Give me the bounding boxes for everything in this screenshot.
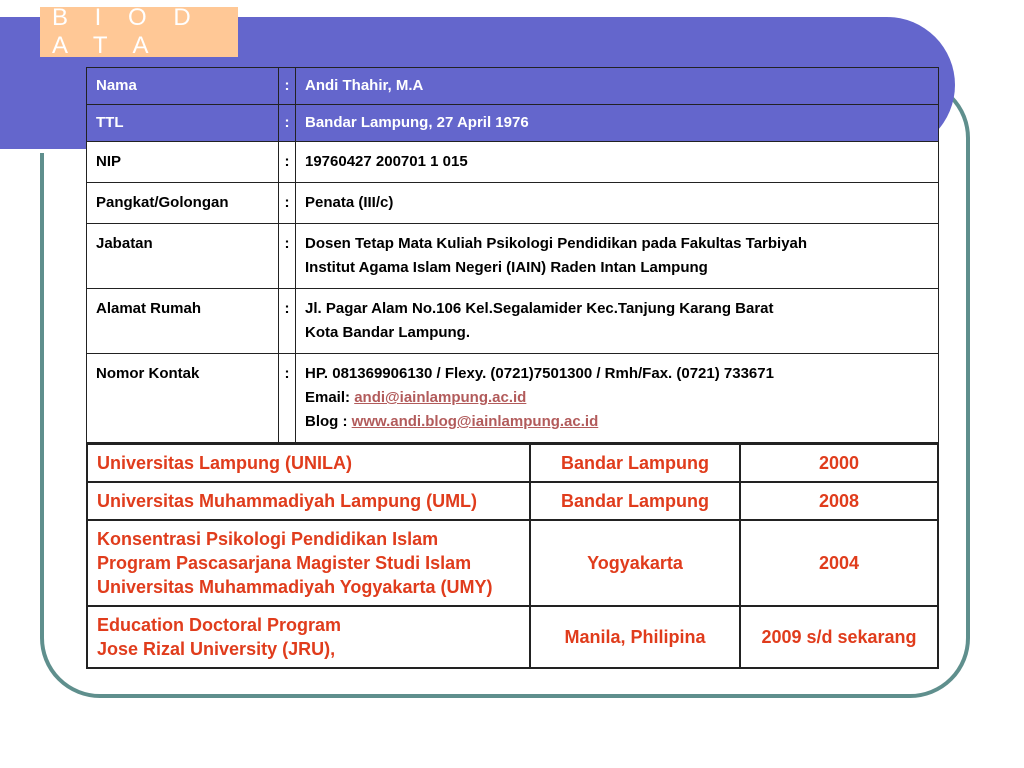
row-colon: : bbox=[279, 183, 296, 224]
table-row bbox=[87, 68, 939, 105]
row-value bbox=[296, 142, 939, 183]
table-row bbox=[87, 105, 939, 142]
row-colon: : bbox=[279, 289, 296, 354]
row-value bbox=[296, 183, 939, 224]
table-row bbox=[87, 520, 938, 606]
place-cell: Bandar Lampung bbox=[530, 482, 740, 520]
table-row bbox=[87, 183, 939, 224]
institution-cell bbox=[87, 444, 530, 482]
title-box bbox=[40, 4, 238, 59]
institution-line: Konsentrasi Psikologi Pendidikan Islam bbox=[97, 529, 439, 549]
row-value bbox=[296, 224, 939, 289]
slide-title: B I O D A T A bbox=[52, 4, 201, 59]
table-row bbox=[87, 354, 939, 443]
row-label: Jabatan bbox=[87, 224, 279, 289]
row-value bbox=[296, 289, 939, 354]
institution-line: Education Doctoral Program bbox=[97, 615, 342, 635]
place-cell: Bandar Lampung bbox=[530, 444, 740, 482]
value-line: Jl. Pagar Alam No.106 Kel.Segalamider Kec.Tanjung Karang Barat bbox=[305, 300, 774, 317]
row-label: Pangkat/Golongan bbox=[87, 183, 279, 224]
value-line: Institut Agama Islam Negeri (IAIN) Raden Intan Lampung bbox=[305, 259, 708, 276]
value-line: Andi Thahir, M.A bbox=[305, 77, 424, 94]
value-line: 19760427 200701 1 015 bbox=[305, 153, 468, 170]
place-cell: Manila, Philipina bbox=[530, 606, 740, 668]
value-line: Bandar Lampung, 27 April 1976 bbox=[305, 114, 529, 131]
row-label: TTL bbox=[87, 105, 279, 142]
place-cell: Yogyakarta bbox=[530, 520, 740, 606]
institution-line: Jose Rizal University (JRU), bbox=[97, 639, 336, 659]
row-label: NIP bbox=[87, 142, 279, 183]
value-line: Dosen Tetap Mata Kuliah Psikologi Pendidikan pada Fakultas Tarbiyah bbox=[305, 235, 808, 252]
year-cell: 2009 s/d sekarang bbox=[740, 606, 938, 668]
institution-cell bbox=[87, 482, 530, 520]
row-colon: : bbox=[279, 354, 296, 443]
row-colon: : bbox=[279, 68, 296, 105]
blog-line bbox=[305, 410, 928, 434]
row-value bbox=[296, 354, 939, 443]
table-row bbox=[87, 482, 938, 520]
table-row bbox=[87, 224, 939, 289]
table-row bbox=[87, 142, 939, 183]
education-table bbox=[86, 443, 939, 669]
biodata-table bbox=[86, 67, 939, 443]
phone-line: HP. 081369906130 / Flexy. (0721)7501300 / Rmh/Fax. (0721) 733671 bbox=[305, 365, 774, 382]
table-row bbox=[87, 606, 938, 668]
row-colon: : bbox=[279, 105, 296, 142]
year-cell: 2000 bbox=[740, 444, 938, 482]
institution-cell bbox=[87, 606, 530, 668]
institution-line: Universitas Lampung (UNILA) bbox=[97, 453, 353, 473]
row-colon: : bbox=[279, 224, 296, 289]
email-label: Email: bbox=[305, 389, 355, 406]
table-row bbox=[87, 444, 938, 482]
blog-label: Blog : bbox=[305, 413, 352, 430]
year-cell: 2008 bbox=[740, 482, 938, 520]
email-link[interactable]: andi@iainlampung.ac.id bbox=[354, 389, 527, 406]
value-line: Penata (III/c) bbox=[305, 194, 394, 211]
email-line bbox=[305, 386, 928, 410]
institution-line: Universitas Muhammadiyah Yogyakarta (UMY) bbox=[97, 577, 493, 597]
row-value bbox=[296, 105, 939, 142]
institution-line: Universitas Muhammadiyah Lampung (UML) bbox=[97, 491, 478, 511]
row-label: Nomor Kontak bbox=[87, 354, 279, 443]
row-label: Alamat Rumah bbox=[87, 289, 279, 354]
value-line: Kota Bandar Lampung. bbox=[305, 324, 471, 341]
row-label: Nama bbox=[87, 68, 279, 105]
table-row bbox=[87, 289, 939, 354]
blog-link[interactable]: www.andi.blog@iainlampung.ac.id bbox=[351, 413, 599, 430]
row-colon: : bbox=[279, 142, 296, 183]
institution-cell bbox=[87, 520, 530, 606]
row-value bbox=[296, 68, 939, 105]
institution-line: Program Pascasarjana Magister Studi Islam bbox=[97, 553, 472, 573]
year-cell: 2004 bbox=[740, 520, 938, 606]
